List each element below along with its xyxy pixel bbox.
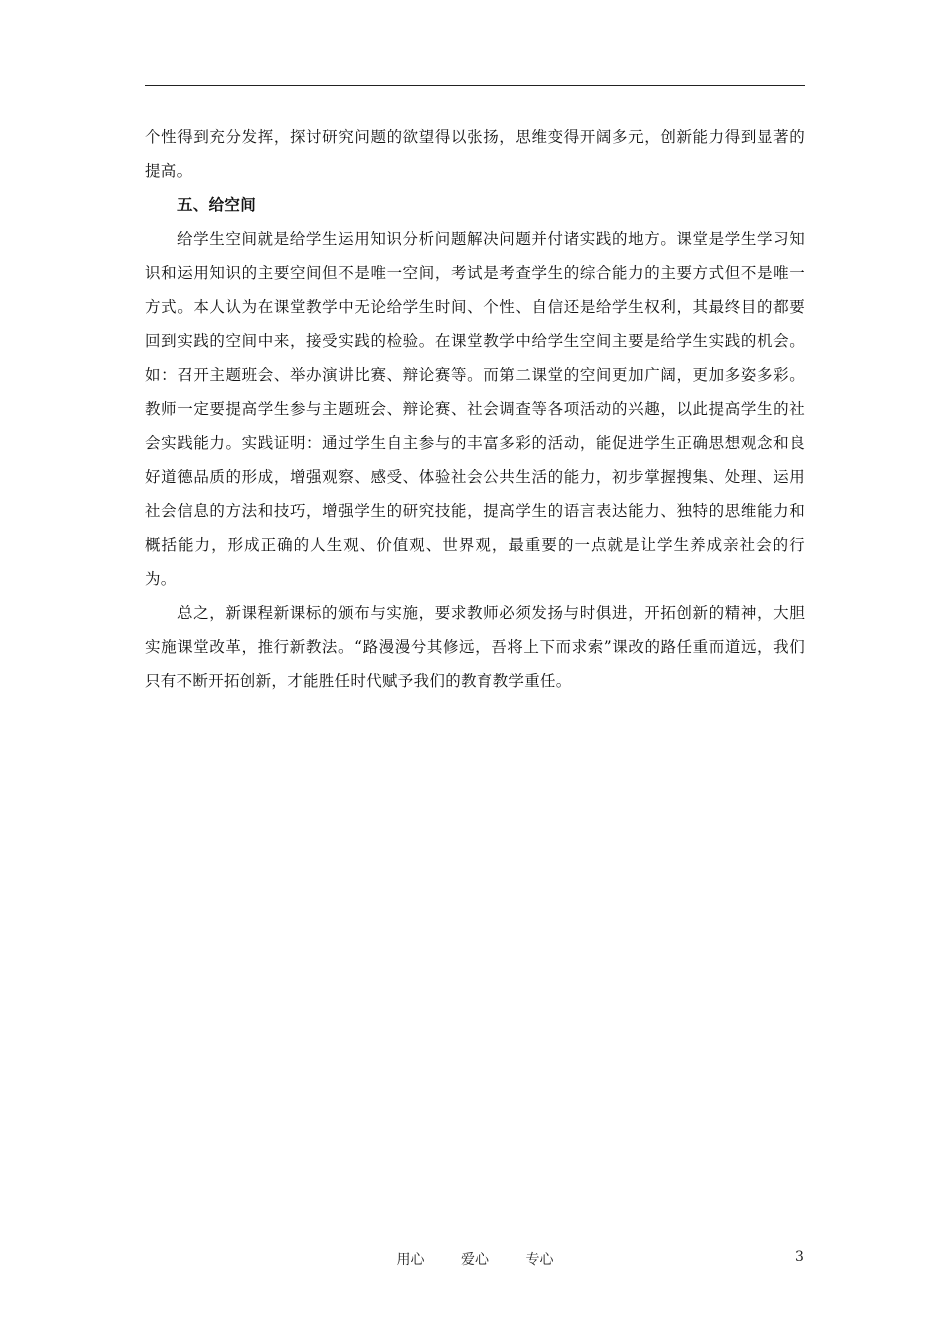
paragraph-continuation: 个性得到充分发挥，探讨研究问题的欲望得以张扬，思维变得开阔多元，创新能力得到显著的提高。 [145, 128, 805, 180]
paragraph-conclusion: 总之，新课程新课标的颁布与实施，要求教师必须发扬与时俱进，开拓创新的精神，大胆实施课堂改革，推行新教法。“路漫漫兮其修远，吾将上下而求索”课改的路任重而道远，我们只有不断开拓创新，才能胜任时代赋予我们的教育教学重任。 [145, 604, 805, 690]
header-rule [145, 85, 805, 86]
paragraph-give-space: 给学生空间就是给学生运用知识分析问题解决问题并付诸实践的地方。课堂是学生学习知识和运用知识的主要空间但不是唯一空间，考试是考查学生的综合能力的主要方式但不是唯一方式。本人认为在课堂教学中无论给学生时间、个性、自信还是给学生权利，其最终目的都要回到实践的空间中来，接受实践的检验。在课堂教学中给学生空间主要是给学生实践的机会。如：召开主题班会、举办演讲比赛、辩论赛等。而第二课堂的空间更加广阔，更加多姿多彩。教师一定要提高学生参与主题班会、辩论赛、社会调查等各项活动的兴趣，以此提高学生的社会实践能力。实践证明：通过学生自主参与的丰富多彩的活动，能促进学生正确思想观念和良好道德品质的形成，增强观察、感受、体验社会公共生活的能力，初步掌握搜集、处理、运用社会信息的方法和技巧，增强学生的研究技能，提高学生的语言表达能力、独特的思维能力和概括能力，形成正确的人生观、价值观、世界观，最重要的一点就是让学生养成亲社会的行为。 [145, 230, 805, 588]
footer-item: 爱心 [461, 1252, 489, 1268]
page-footer [0, 1249, 950, 1269]
footer-item: 用心 [396, 1252, 425, 1268]
document-body [145, 120, 805, 698]
section-heading: 五、给空间 [177, 195, 257, 214]
page-number: 3 [795, 1249, 804, 1265]
footer-item: 专心 [525, 1252, 554, 1268]
